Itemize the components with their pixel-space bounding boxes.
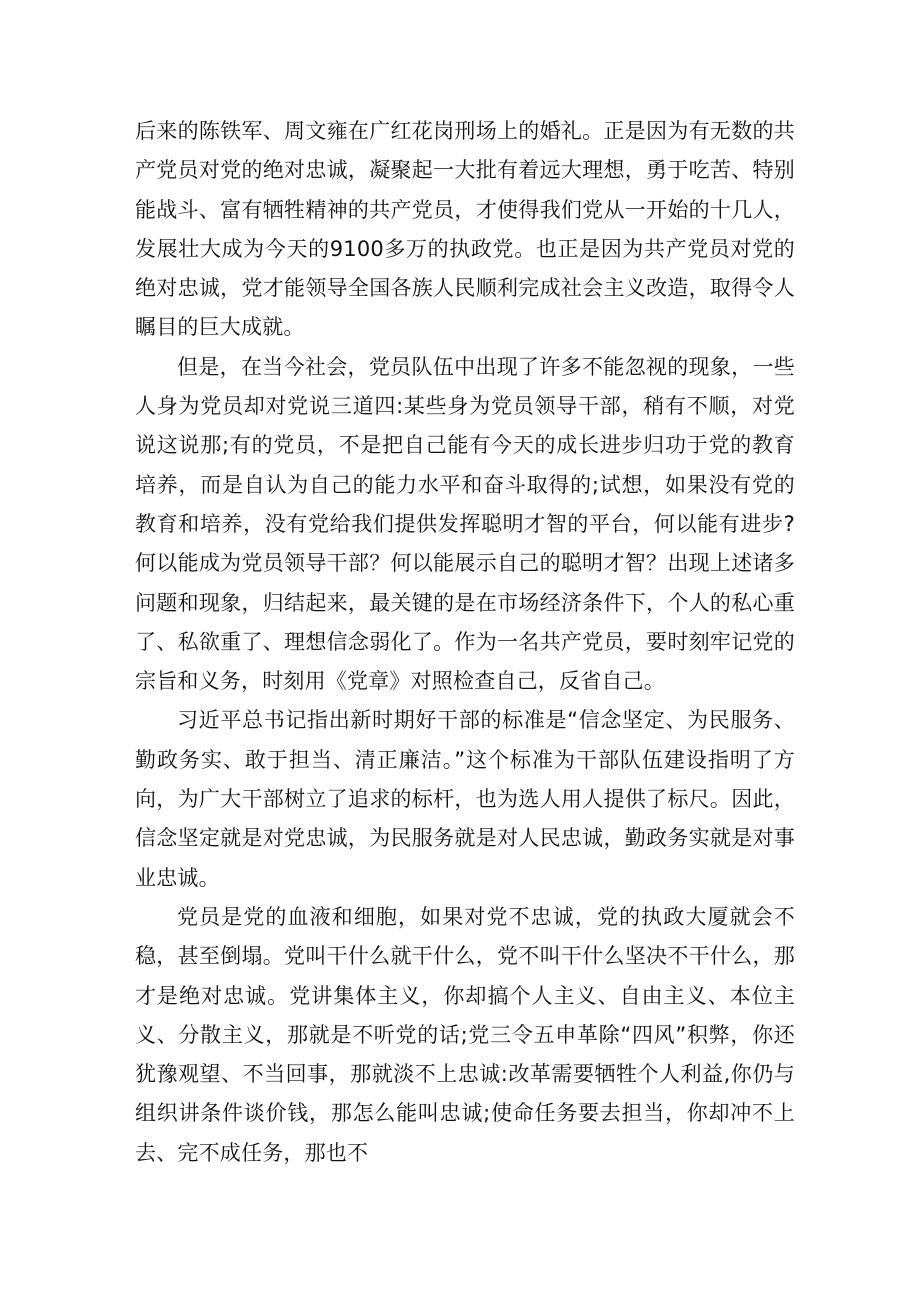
paragraph-1: 后来的陈铁军、周文雍在广红花岗刑场上的婚礼。正是因为有无数的共产党员对党的绝对忠诚，凝聚起一大批有着远大理想，勇于吃苦、特别能战斗、富有牺牲精神的共产党员，才使得我们党从一开始的十几人，发展壮大成为今天的9100多万的执政党。也正是因为共产党员对党的绝对忠诚，党才能领导全国各族人民顺利完成社会主义改造，取得令人瞩目的巨大成就。 bbox=[135, 119, 795, 340]
document-body bbox=[135, 112, 795, 1173]
paragraph-4: 党员是党的血液和细胞，如果对党不忠诚，党的执政大厦就会不稳，甚至倒塌。党叫干什么就干什么，党不叫干什么坚决不干什么，那才是绝对忠诚。党讲集体主义，你却搞个人主义、自由主义、本位主义、分散主义，那就是不听党的话;党三令五申革除“四风”积弊，你还犹豫观望、不当回事，那就淡不上忠诚:改革需要牺牲个人利益,你仍与组织讲条件谈价钱，那怎么能叫忠诚;使命任务要去担当，你却冲不上去、完不成任务，那也不 bbox=[135, 904, 795, 1165]
paragraph-2: 但是，在当今社会，党员队伍中出现了许多不能忽视的现象，一些人身为党员却对党说三道四:某些身为党员领导干部，稍有不顺，对党说这说那;有的党员，不是把自己能有今天的成长进步归功于党的教育培养，而是自认为自己的能力水平和奋斗取得的;试想，如果没有党的教育和培养，没有党给我们提供发挥聪明才智的平台，何以能有进步?何以能成为党员领导干部？何以能展示自己的聪明才智？出现上述诸多问题和现象，归结起来，最关键的是在市场经济条件下，个人的私心重了、私欲重了、理想信念弱化了。作为一名共产党员，要时刻牢记党的宗旨和义务，时刻用《党章》对照检查自己，反省自己。 bbox=[135, 354, 795, 694]
paragraph-3: 习近平总书记指出新时期好干部的标准是“信念坚定、为民服务、勤政务实、敢于担当、清正廉洁。”这个标准为干部队伍建设指明了方向，为广大干部树立了追求的标杆，也为选人用人提供了标尺。因此，信念坚定就是对党忠诚，为民服务就是对人民忠诚，勤政务实就是对事业忠诚。 bbox=[135, 708, 795, 890]
